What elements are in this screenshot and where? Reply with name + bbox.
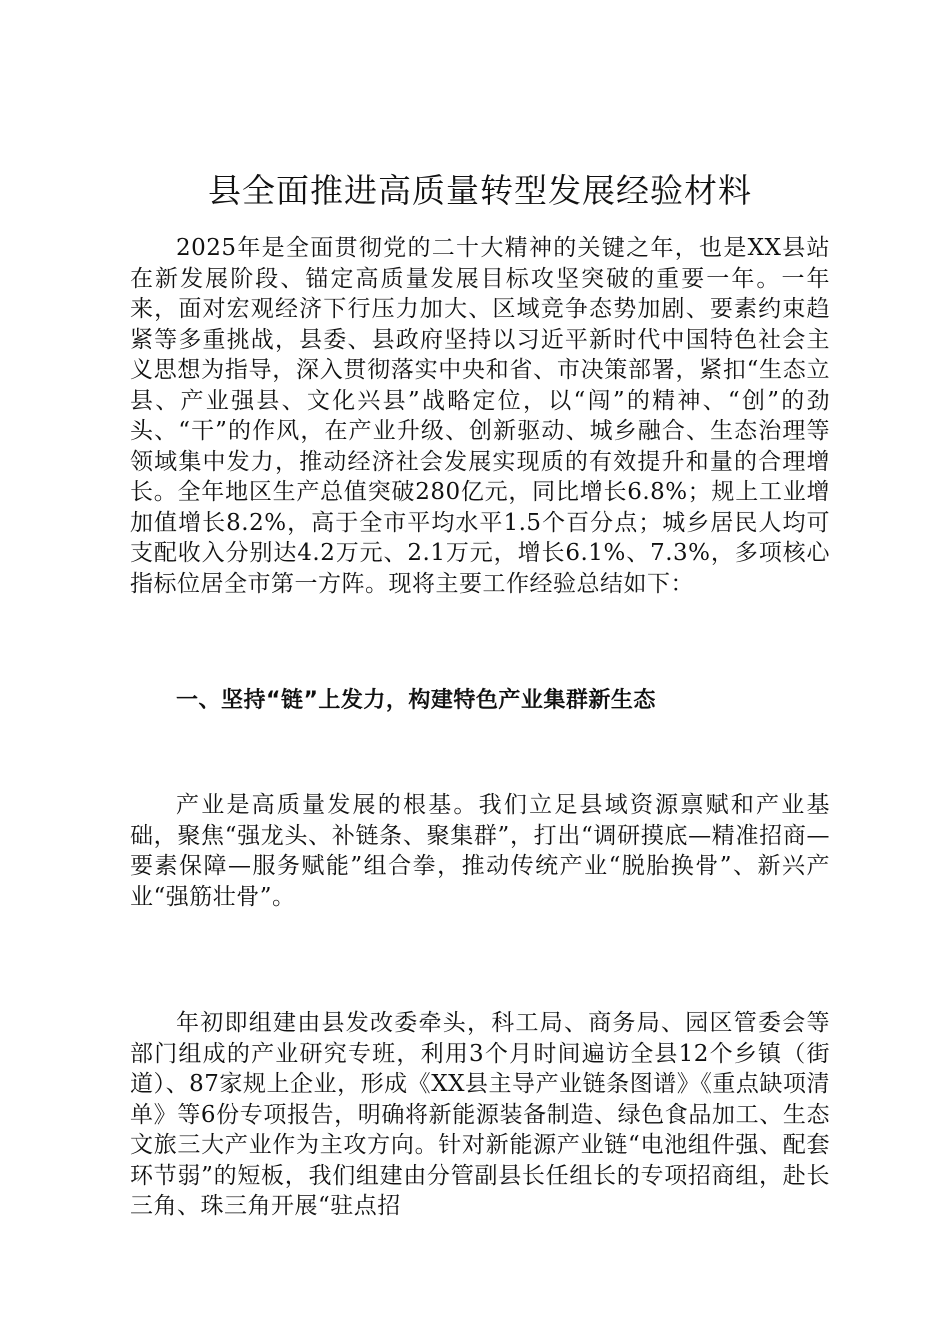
document-title: 县全面推进高质量转型发展经验材料 xyxy=(208,171,752,210)
section-1-lead-paragraph: 产业是高质量发展的根基。我们立足县域资源禀赋和产业基础，聚焦“强龙头、补链条、聚集群”，打出“调研摸底—精准招商—要素保障—服务赋能”组合拳，推动传统产业“脱胎换骨”、新兴产业“强筋壮骨”。 xyxy=(130,792,830,910)
section-1-body-paragraph: 年初即组建由县发改委牵头，科工局、商务局、园区管委会等部门组成的产业研究专班，利用3个月时间遍访全县12个乡镇（街道）、87家规上企业，形成《XX县主导产业链条图谱》《重点缺项清单》等6份专项报告，明确将新能源装备制造、绿色食品加工、生态文旅三大产业作为主攻方向。针对新能源产业链“电池组件强、配套环节弱”的短板，我们组建由分管副县长任组长的专项招商组，赴长三角、珠三角开展“驻点招 xyxy=(130,1010,830,1219)
section-1-heading: 一、坚持“链”上发力，构建特色产业集群新生态 xyxy=(176,688,656,713)
intro-paragraph: 2025年是全面贯彻党的二十大精神的关键之年，也是XX县站在新发展阶段、锚定高质量发展目标攻坚突破的重要一年。一年来，面对宏观经济下行压力加大、区域竞争态势加剧、要素约束趋紧等多重挑战，县委、县政府坚持以习近平新时代中国特色社会主义思想为指导，深入贯彻落实中央和省、市决策部署，紧扣“生态立县、产业强县、文化兴县”战略定位，以“闯”的精神、“创”的劲头、“干”的作风，在产业升级、创新驱动、城乡融合、生态治理等领域集中发力，推动经济社会发展实现质的有效提升和量的合理增长。全年地区生产总值突破280亿元，同比增长6.8%；规上工业增加值增长8.2%，高于全市平均水平1.5个百分点；城乡居民人均可支配收入分别达4.2万元、2.1万元，增长6.1%、7.3%，多项核心指标位居全市第一方阵。现将主要工作经验总结如下： xyxy=(130,235,830,597)
